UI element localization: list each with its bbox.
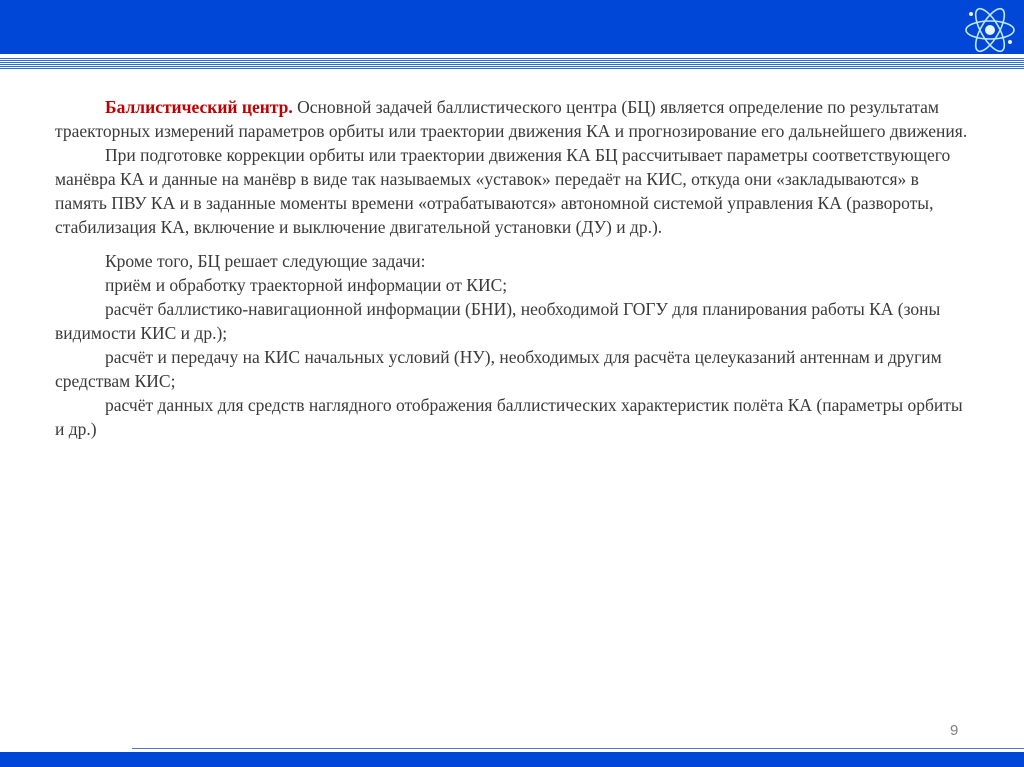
footer-line: [132, 748, 1024, 749]
document-body: [55, 95, 973, 441]
atom-icon: [962, 2, 1018, 58]
header-bar: [0, 0, 1024, 54]
page-number: 9: [950, 722, 959, 739]
paragraph-correction: При подготовке коррекции орбиты или траектории движения КА БЦ рассчитывает параметры соответствующего манёвра КА и данные на манёвр в виде так называемых «уставок» передаёт на КИС, откуда они «закладываются» в память ПВУ КА и в заданные моменты времени «отрабатываются» автономной системой управления КА (развороты, стабилизация КА, включение и выключение двигательной установки (ДУ) и др.).: [55, 145, 951, 237]
paragraph-text: Основной задачей баллистического центра (БЦ) является определение по результатам траекторных измерений параметров орбиты или траектории движения КА и прогнозирование его дальнейшего движения.: [55, 97, 968, 141]
list-item: расчёт и передачу на КИС начальных условий (НУ), необходимых для расчёта целеуказаний антеннам и другим средствам КИС;: [55, 347, 942, 391]
tasks-intro: Кроме того, БЦ решает следующие задачи:: [105, 251, 426, 271]
footer-bar: [0, 752, 1024, 767]
paragraph-ballistic-center: [55, 95, 973, 143]
lead-term: Баллистический центр.: [105, 97, 293, 117]
list-item: расчёт баллистико-навигационной информации (БНИ), необходимой ГОГУ для планирования работы КА (зоны видимости КИС и др.);: [55, 299, 941, 343]
header-stripes: [0, 58, 1024, 70]
list-item: расчёт данных для средств наглядного отображения баллистических характеристик полёта КА (параметры орбиты и др.): [55, 395, 963, 439]
list-item: приём и обработку траекторной информации от КИС;: [105, 275, 508, 295]
